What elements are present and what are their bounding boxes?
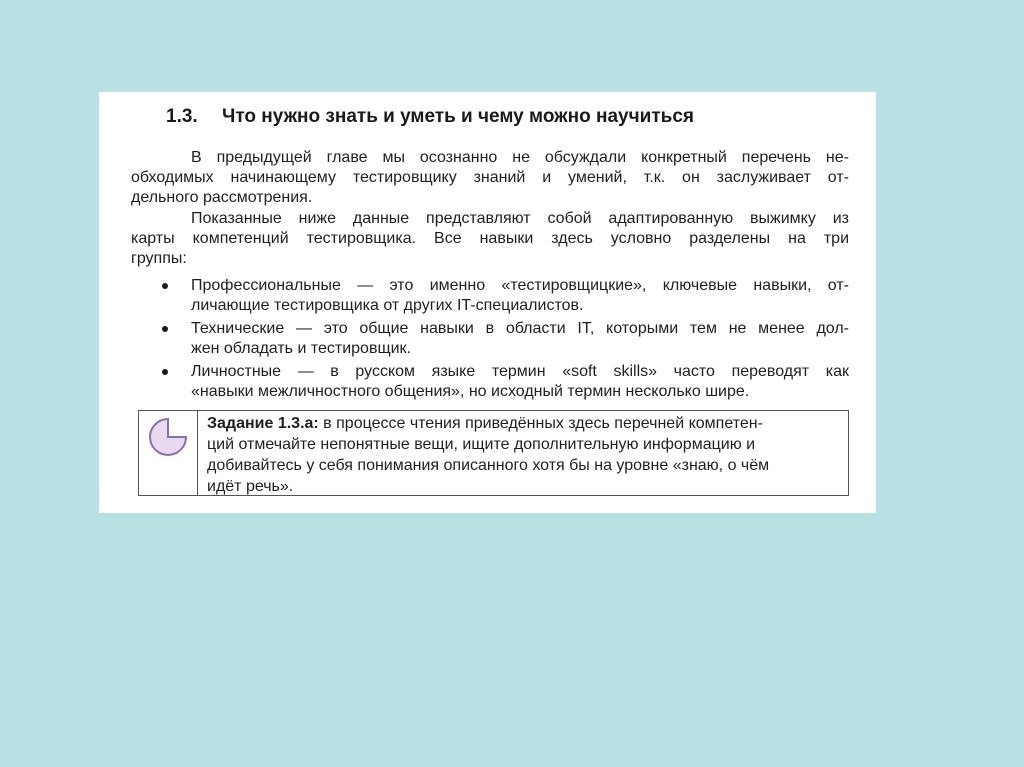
list-item-line: «навыки межличностного общения», но исходный термин несколько шире. [191, 383, 750, 400]
paragraph-line: В предыдущей главе мы осознанно не обсуждали конкретный перечень не- [191, 149, 849, 166]
section-number: 1.3. [166, 106, 198, 127]
pie-chart-icon [148, 417, 188, 457]
paragraph-intro [131, 148, 849, 208]
list-item-line: личающие тестировщика от других IT-специалистов. [191, 297, 584, 314]
paragraph-overview [131, 209, 849, 269]
paragraph-line: Показанные ниже данные представляют собой адаптированную выжимку из [191, 210, 849, 227]
paragraph-line: обходимых начинающему тестировщику знаний и умений, т.к. он заслуживает от- [131, 169, 849, 186]
task-icon-cell [139, 411, 198, 495]
task-box [138, 410, 849, 496]
list-item-line: жен обладать и тестировщик. [191, 340, 411, 357]
section-title: Что нужно знать и уметь и чему можно научиться [222, 106, 694, 127]
paragraph-line: дельного рассмотрения. [131, 189, 313, 206]
document-page [99, 92, 876, 513]
task-line-text: в процессе чтения приведённых здесь перечней компетен- [318, 415, 763, 432]
task-line: идёт речь». [207, 478, 294, 495]
section-heading [166, 106, 694, 128]
task-label: Задание 1.3.a: [207, 415, 319, 432]
paragraph-line: группы: [131, 250, 187, 267]
list-item [131, 319, 849, 359]
task-text [207, 413, 845, 497]
list-item-line: Личностные — в русском языке термин «soft skills» часто переводят как [191, 363, 849, 380]
list-item-line: Технические — это общие навыки в области IT, которыми тем не менее дол- [191, 320, 849, 337]
list-item [131, 276, 849, 316]
task-line: ций отмечайте непонятные вещи, ищите дополнительную информацию и [207, 436, 756, 453]
bullet-icon [162, 326, 168, 332]
bullet-icon [162, 283, 168, 289]
task-line: добивайтесь у себя понимания описанного хотя бы на уровне «знаю, о чём [207, 457, 770, 474]
skills-list [131, 276, 849, 405]
task-line [207, 413, 845, 434]
paragraph-line: карты компетенций тестировщика. Все навыки здесь условно разделены на три [131, 230, 849, 247]
list-item-line: Профессиональные — это именно «тестировщицкие», ключевые навыки, от- [191, 277, 849, 294]
bullet-icon [162, 369, 168, 375]
list-item [131, 362, 849, 402]
